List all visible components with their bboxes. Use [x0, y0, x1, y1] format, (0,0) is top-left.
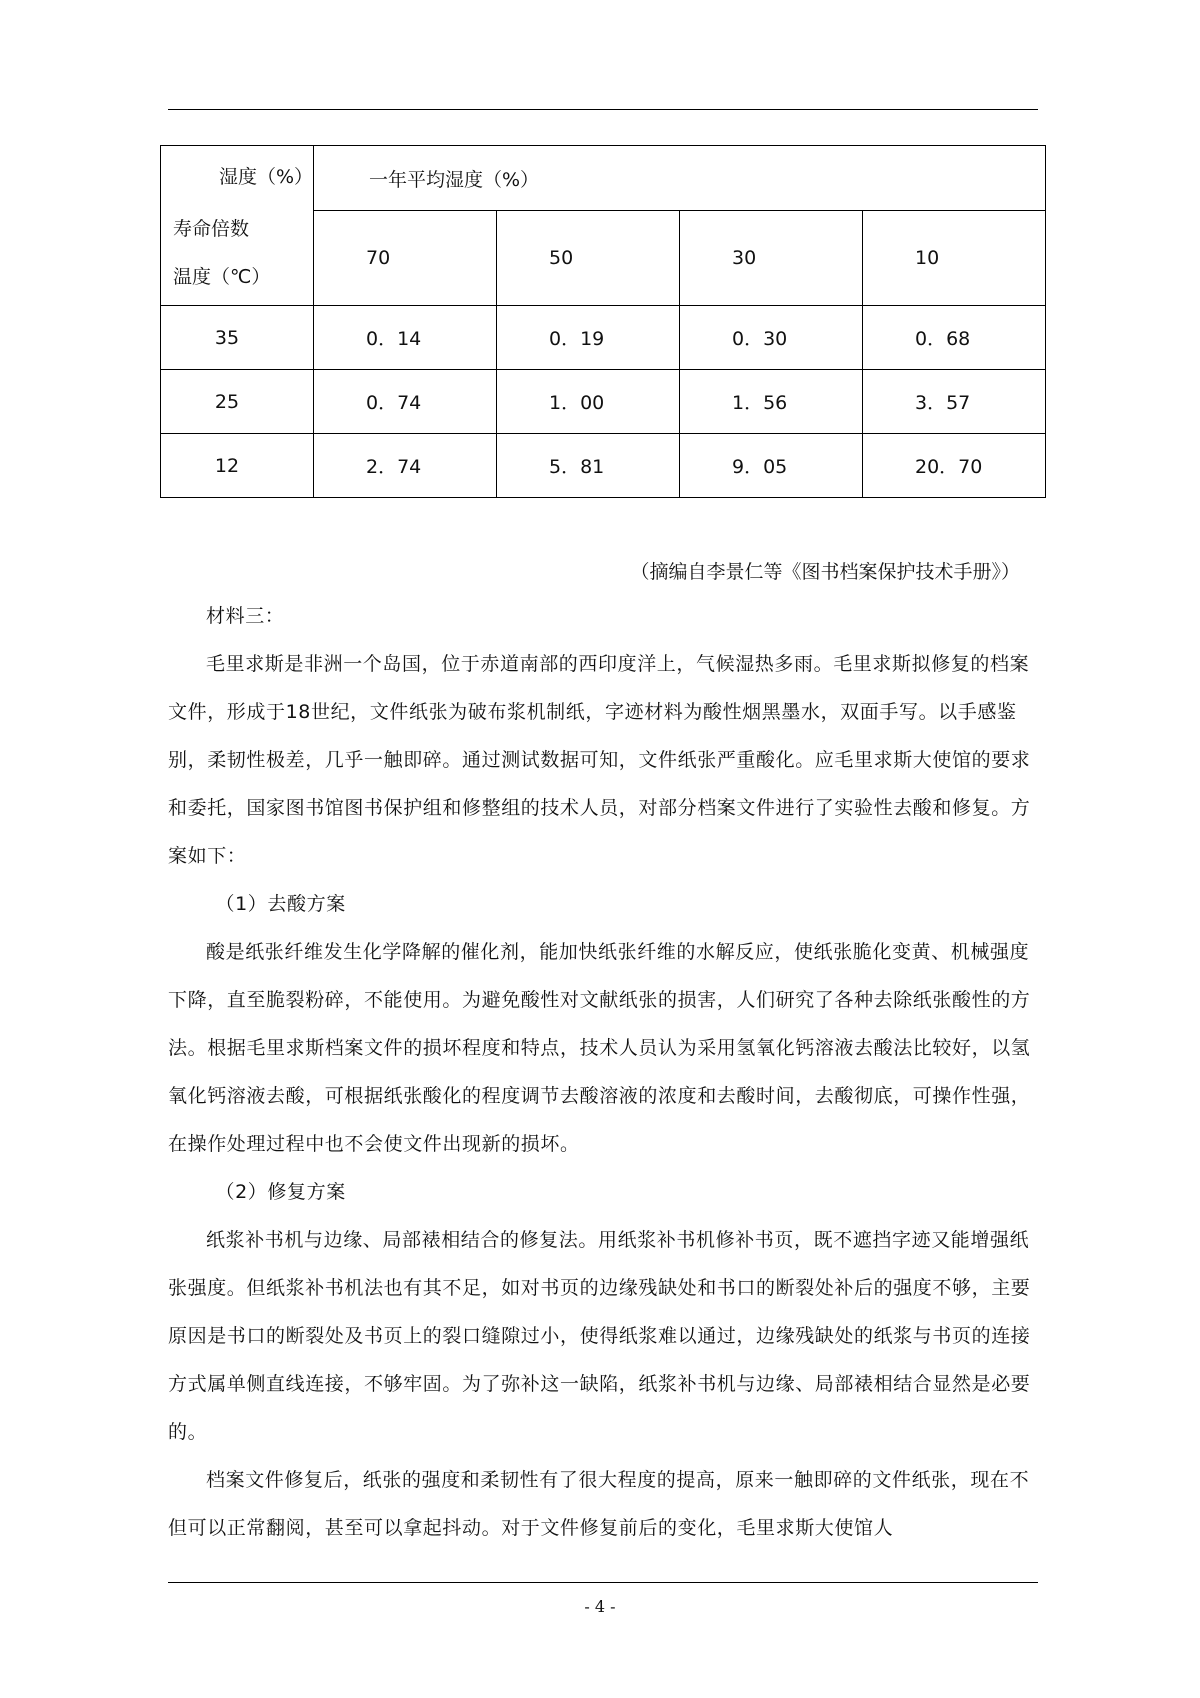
section-heading: 材料三：: [206, 605, 285, 627]
humidity-header: 一年平均湿度（%）: [314, 146, 1046, 211]
lifespan-cell: 3．57: [863, 370, 1046, 434]
paragraph: 档案文件修复后，纸张的强度和柔韧性有了很大程度的提高，原来一触即碎的文件纸张，现在不但可以正常翻阅，甚至可以拿起抖动。对于文件修复前后的变化，毛里求斯大使馆人: [168, 1469, 1030, 1539]
source-citation: （摘编自李景仁等《图书档案保护技术手册》）: [630, 561, 1020, 583]
lifespan-cell: 0．74: [314, 370, 497, 434]
lifespan-cell: 0．19: [497, 306, 680, 370]
subsection-heading: （2）修复方案: [215, 1181, 346, 1203]
temperature-cell: 35: [161, 306, 314, 370]
lifespan-cell: 1．56: [680, 370, 863, 434]
lifespan-cell: 0．14: [314, 306, 497, 370]
lifespan-cell: 5．81: [497, 434, 680, 498]
paragraph: 毛里求斯是非洲一个岛国，位于赤道南部的西印度洋上，气候湿热多雨。毛里求斯拟修复的档案文件，形成于18世纪，文件纸张为破布浆机制纸，字迹材料为酸性烟黑墨水，双面手写。以手感鉴别，柔韧性极差，几乎一触即碎。通过测试数据可知，文件纸张严重酸化。应毛里求斯大使馆的要求和委托，国家图书馆图书保护组和修整组的技术人员，对部分档案文件进行了实验性去酸和修复。方案如下：: [168, 653, 1031, 867]
lifespan-cell: 0．68: [863, 306, 1046, 370]
table-row: [161, 370, 1046, 434]
lifespan-cell: 1．00: [497, 370, 680, 434]
humidity-value: 50: [497, 211, 680, 306]
temperature-cell: 12: [161, 434, 314, 498]
body-text: [168, 592, 1038, 1552]
humidity-value: 10: [863, 211, 1046, 306]
humidity-value: 30: [680, 211, 863, 306]
lifespan-cell: 0．30: [680, 306, 863, 370]
corner-temperature-label: 温度（℃）: [173, 266, 271, 288]
table-row: [161, 306, 1046, 370]
subsection-heading: （1）去酸方案: [215, 893, 346, 915]
humidity-value: 70: [314, 211, 497, 306]
footer-rule: [168, 1582, 1038, 1583]
temperature-cell: 25: [161, 370, 314, 434]
page-number: - 4 -: [584, 1597, 616, 1616]
table-corner-cell: [161, 146, 314, 306]
corner-lifespan-label: 寿命倍数: [173, 218, 250, 240]
header-rule: [168, 109, 1038, 110]
lifespan-cell: 9．05: [680, 434, 863, 498]
table-row: [161, 434, 1046, 498]
paragraph: 纸浆补书机与边缘、局部裱相结合的修复法。用纸浆补书机修补书页，既不遮挡字迹又能增强纸张强度。但纸浆补书机法也有其不足，如对书页的边缘残缺处和书口的断裂处补后的强度不够，主要原因是书口的断裂处及书页上的裂口缝隙过小，使得纸浆难以通过，边缘残缺处的纸浆与书页的连接方式属单侧直线连接，不够牢固。为了弥补这一缺陷，纸浆补书机与边缘、局部裱相结合显然是必要的。: [168, 1229, 1031, 1443]
lifespan-table: [160, 145, 1046, 498]
lifespan-cell: 2．74: [314, 434, 497, 498]
lifespan-cell: 20．70: [863, 434, 1046, 498]
corner-humidity-label: 湿度（%）: [219, 166, 314, 188]
paragraph: 酸是纸张纤维发生化学降解的催化剂，能加快纸张纤维的水解反应，使纸张脆化变黄、机械强度下降，直至脆裂粉碎，不能使用。为避免酸性对文献纸张的损害，人们研究了各种去除纸张酸性的方法。根据毛里求斯档案文件的损坏程度和特点，技术人员认为采用氢氧化钙溶液去酸法比较好，以氢氧化钙溶液去酸，可根据纸张酸化的程度调节去酸溶液的浓度和去酸时间，去酸彻底，可操作性强，在操作处理过程中也不会使文件出现新的损坏。: [168, 941, 1031, 1155]
